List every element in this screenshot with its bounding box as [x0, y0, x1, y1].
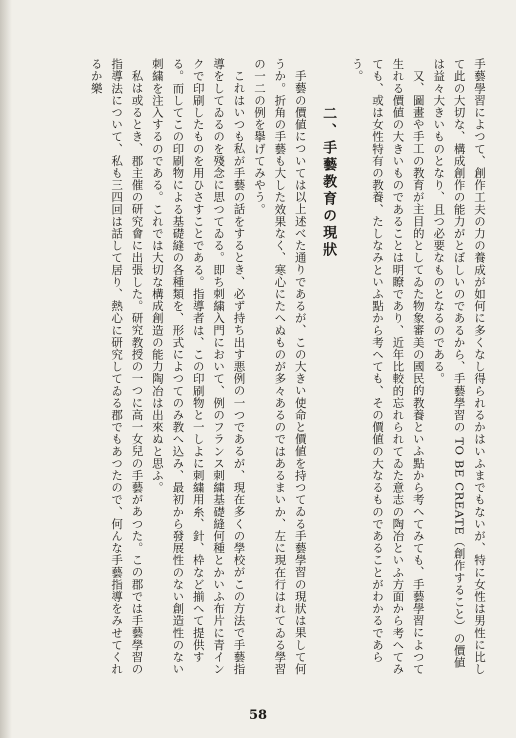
paragraph: これはいつも私が手藝の話をするとき、必ず持ち出す悪例の一つであるが、現在多くの學校がこの方法で手藝指導をしてゐるのを殘念に思つてゐる。即ち刺繍入門において、例のフランス刺繍基礎縫何種とかいふ布片に青インクで印刷したものを用ひさすことである。指導者は、この印刷物と一しよに刺繍用糸、針、枠など揃へて提供する。而してこの印刷物による基礎縫の各種類を、形式によつてのみ教へ込み、最初から發展性のない創造性のない刺繍を注入するのである。これでは大切な構成創造の能力陶冶は出來ぬと思ふ。	[150, 58, 247, 676]
paragraph: 又、圖畫や手工の教育が主目的としてゐた物象審美の國民的教養といふ點から考へてみても、手藝學習によつて生れる價値の大きいものであることは明瞭であり、近年比較的忘れられてゐた意志の陶冶といふ方面から考へてみても、或は女性特有の教養、たしなみといふ點から考へても、その價値の大なるものであることがわかるであらう。	[350, 58, 426, 676]
paragraph: 手藝の價値については以上述べた通りであるが、この大きい使命と價値を持つてゐる手藝學習の現狀は果して何うか。折角の手藝も大した效果なく、寒心にたへぬものが多々あるのではあるまいか、左に現在行はれてゐる學習の一二の例を擧げてみやう。	[252, 58, 308, 676]
paragraph: 手藝學習によつて、創作工夫の力の養成が如何に多くなし得られるかはいふまでもないが、特に女性は男性に比して此の大切な、構成創作の能力がとぼしいのであるから、手藝學習の TO BE CREATE（創作すること）の價値は益々大きいものとなり、且つ必要なものとなるのである。	[432, 58, 487, 676]
page-number: 58	[248, 708, 268, 723]
section-heading: 二、手藝教育の現狀	[321, 106, 338, 259]
page-edge-shadow	[0, 0, 12, 738]
paragraph: 私は或るとき、郡主催の研究會に出張した。研究教授の一つに高一女兒の手藝があつた。この郡では手藝學習の指導法について、私も三四回は話して居り、熱心に研究してゐる郡でもあつたので、何んな手藝指導をみせてくれるか樂	[89, 58, 145, 676]
vertical-text-body	[20, 58, 490, 678]
